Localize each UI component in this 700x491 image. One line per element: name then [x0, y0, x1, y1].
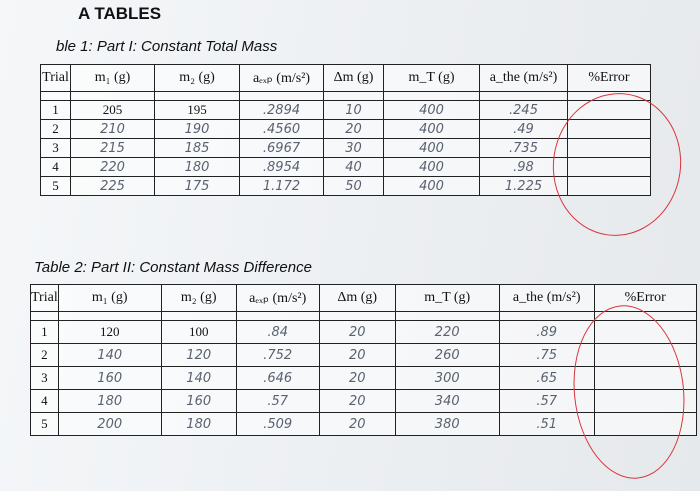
- m1-cell[interactable]: 180: [58, 390, 161, 413]
- table1-header-m1: m₁ (g): [71, 65, 155, 92]
- trial-cell: 4: [41, 158, 71, 177]
- a-exp-cell[interactable]: .4560: [240, 120, 324, 139]
- m1-cell[interactable]: 160: [58, 367, 161, 390]
- a-exp-cell[interactable]: .8954: [240, 158, 324, 177]
- m2-cell[interactable]: 100: [161, 321, 236, 344]
- table1-header-row: [41, 65, 651, 92]
- table1-header-m2: m₂ (g): [155, 65, 240, 92]
- m2-cell[interactable]: 190: [155, 120, 240, 139]
- table2-header-a-the: a_the (m/s²): [499, 285, 594, 312]
- m2-cell[interactable]: 195: [155, 101, 240, 120]
- trial-cell: 2: [41, 120, 71, 139]
- a-the-cell[interactable]: .735: [480, 139, 568, 158]
- table2-header-mt: m_T (g): [395, 285, 499, 312]
- table2-header-m2: m₂ (g): [161, 285, 236, 312]
- a-exp-cell[interactable]: .646: [236, 367, 319, 390]
- m1-cell[interactable]: 225: [71, 177, 155, 196]
- m1-cell[interactable]: 200: [58, 413, 161, 436]
- a-the-cell[interactable]: .245: [480, 101, 568, 120]
- a-the-cell[interactable]: .89: [499, 321, 594, 344]
- mt-cell[interactable]: 260: [395, 344, 499, 367]
- mt-cell[interactable]: 400: [384, 139, 480, 158]
- m1-cell[interactable]: 205: [71, 101, 155, 120]
- table-row: [41, 101, 651, 120]
- m1-cell[interactable]: 220: [71, 158, 155, 177]
- table2-header-error: %Error: [594, 285, 696, 312]
- table1-header-mt: m_T (g): [384, 65, 480, 92]
- a-the-cell[interactable]: .51: [499, 413, 594, 436]
- trial-cell: 2: [31, 344, 59, 367]
- trial-cell: 4: [31, 390, 59, 413]
- table1-spacer-row: [41, 92, 651, 101]
- a-exp-cell[interactable]: .2894: [240, 101, 324, 120]
- a-exp-cell[interactable]: .84: [236, 321, 319, 344]
- delta-m-cell[interactable]: 20: [319, 367, 395, 390]
- a-the-cell[interactable]: .75: [499, 344, 594, 367]
- a-exp-cell[interactable]: 1.172: [240, 177, 324, 196]
- trial-cell: 3: [31, 367, 59, 390]
- m1-cell[interactable]: 215: [71, 139, 155, 158]
- mt-cell[interactable]: 340: [395, 390, 499, 413]
- trial-cell: 5: [31, 413, 59, 436]
- m1-cell[interactable]: 210: [71, 120, 155, 139]
- m2-cell[interactable]: 180: [155, 158, 240, 177]
- a-the-cell[interactable]: .57: [499, 390, 594, 413]
- delta-m-cell[interactable]: 10: [324, 101, 384, 120]
- delta-m-cell[interactable]: 50: [324, 177, 384, 196]
- mt-cell[interactable]: 220: [395, 321, 499, 344]
- m2-cell[interactable]: 160: [161, 390, 236, 413]
- trial-cell: 5: [41, 177, 71, 196]
- table2-header-m1: m₁ (g): [58, 285, 161, 312]
- mt-cell[interactable]: 400: [384, 158, 480, 177]
- trial-cell: 1: [41, 101, 71, 120]
- m2-cell[interactable]: 185: [155, 139, 240, 158]
- mt-cell[interactable]: 380: [395, 413, 499, 436]
- m2-cell[interactable]: 140: [161, 367, 236, 390]
- table2-header-a-exp: aₑₓₚ (m/s²): [236, 285, 319, 312]
- a-exp-cell[interactable]: .57: [236, 390, 319, 413]
- mt-cell[interactable]: 300: [395, 367, 499, 390]
- a-the-cell[interactable]: .98: [480, 158, 568, 177]
- table1-caption: ble 1: Part I: Constant Total Mass: [56, 38, 278, 55]
- a-the-cell[interactable]: 1.225: [480, 177, 568, 196]
- m2-cell[interactable]: 180: [161, 413, 236, 436]
- a-exp-cell[interactable]: .752: [236, 344, 319, 367]
- m1-cell[interactable]: 140: [58, 344, 161, 367]
- table2-header-trial: Trial: [31, 285, 59, 312]
- mt-cell[interactable]: 400: [384, 101, 480, 120]
- a-the-cell[interactable]: .49: [480, 120, 568, 139]
- m2-cell[interactable]: 175: [155, 177, 240, 196]
- table1-header-delta-m: Δm (g): [324, 65, 384, 92]
- table1-header-a-exp: aₑₓₚ (m/s²): [240, 65, 324, 92]
- table1-header-trial: Trial: [41, 65, 71, 92]
- mt-cell[interactable]: 400: [384, 177, 480, 196]
- delta-m-cell[interactable]: 20: [319, 321, 395, 344]
- trial-cell: 3: [41, 139, 71, 158]
- delta-m-cell[interactable]: 20: [324, 120, 384, 139]
- table1-header-a-the: a_the (m/s²): [480, 65, 568, 92]
- mt-cell[interactable]: 400: [384, 120, 480, 139]
- page-title: A TABLES: [78, 4, 162, 23]
- a-exp-cell[interactable]: .6967: [240, 139, 324, 158]
- table1-header-error: %Error: [568, 65, 651, 92]
- a-the-cell[interactable]: .65: [499, 367, 594, 390]
- table2-caption: Table 2: Part II: Constant Mass Difference: [34, 259, 312, 276]
- table2-header-delta-m: Δm (g): [319, 285, 395, 312]
- delta-m-cell[interactable]: 20: [319, 413, 395, 436]
- m1-cell[interactable]: 120: [58, 321, 161, 344]
- delta-m-cell[interactable]: 40: [324, 158, 384, 177]
- delta-m-cell[interactable]: 20: [319, 390, 395, 413]
- m2-cell[interactable]: 120: [161, 344, 236, 367]
- table2-header-row: [31, 285, 697, 312]
- delta-m-cell[interactable]: 30: [324, 139, 384, 158]
- a-exp-cell[interactable]: .509: [236, 413, 319, 436]
- delta-m-cell[interactable]: 20: [319, 344, 395, 367]
- trial-cell: 1: [31, 321, 59, 344]
